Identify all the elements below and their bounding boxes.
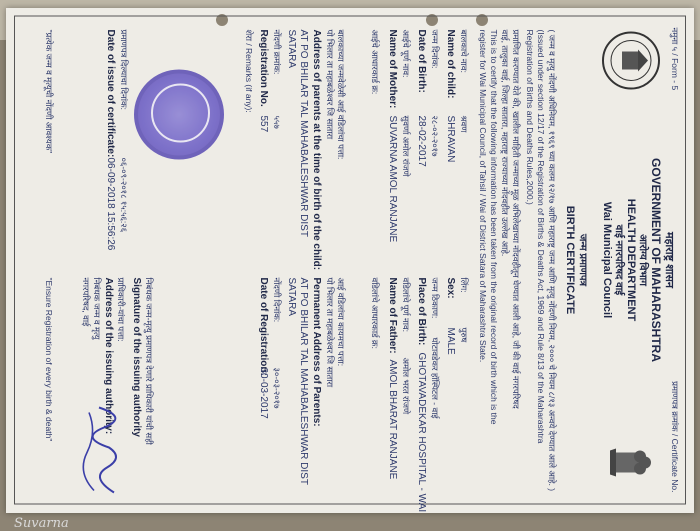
dob-value: 28-02-2017 (416, 115, 427, 167)
father-label-mr: वडिलांचे पूर्ण नाव: (401, 277, 411, 333)
reg-no-value: 557 (258, 115, 269, 133)
reg-date-label: Date of Registration: (258, 277, 269, 376)
title-english: BIRTH CERTIFICATE (564, 205, 576, 315)
council-marathi: वाई नगरपरिषद वाई (613, 224, 624, 296)
issued-under-english-2: Registration of Births and Deaths Rules,2000.) (525, 29, 535, 205)
child-name: SHRAVAN (445, 115, 456, 163)
reg-no-mr: ५५७ (272, 115, 282, 129)
authority-addr-1: निबंधक जन्म व मृत्यु (92, 277, 102, 340)
sex-value: MALE (445, 327, 456, 355)
certify-english-2: register for Wai Municipal Council, of Tahsil / Wai of District Satara of Maharashtra State. (478, 29, 488, 363)
issue-date-label: Date of issue of certificate: (105, 29, 116, 158)
sex-label: Sex: (445, 277, 456, 299)
birth-address-1: AT PO BHILAR TAL MAHABALESHWAR DIST (298, 29, 309, 237)
reg-date-label-mr: नोंदणी दिनांक: (272, 277, 282, 323)
certificate-paper (6, 8, 694, 531)
issue-date-mr: ०६-०९-२०१८ १५:५६:२६ (119, 157, 129, 233)
form-number: नमुना ५ / Form - 5 (670, 27, 680, 91)
remarks-label: शेरा / Remarks (if any): (244, 29, 254, 113)
perm-address-mr-1: आई वडिलांचा कायमचा पत्ता: (336, 277, 346, 367)
child-name-mr: श्रवण (459, 115, 469, 133)
perm-address-2: SATARA (286, 277, 297, 317)
perm-address-mr-2: पो भिलार ता महाबळेश्वर जि सातारा (325, 277, 335, 388)
rotated-certificate (6, 8, 694, 513)
perm-address-label: Permanent Address of Parents: (311, 277, 322, 427)
aadhaar-father-mr: वडिलांचे आधारकार्ड क्र: (370, 277, 380, 349)
reg-date-value: 30-03-2017 (258, 367, 269, 419)
dept-title: HEALTH DEPARTMENT (625, 198, 637, 322)
certify-marathi-1: प्रमाणित करण्यात येते की, खालील माहिती जन्माच्या मूळ अभिलेखाच्या नोंदवहीतून घेण्यात आली आहे, जी की वाई नगरपरिषद (511, 29, 521, 409)
footer-english: "Ensure Registration of every birth & death" (44, 277, 54, 442)
dob-mr: २८-०२-२०१७ (430, 115, 440, 157)
state-gov-marathi: महाराष्ट्र शासन (663, 232, 675, 288)
mother-mr: सुवर्णा अमोल रांजणे (401, 115, 411, 177)
pob-mr: घोटावडेकर हॉस्पिटल - वाई (430, 337, 440, 419)
perm-address-1: AT PO BHILAR TAL MAHABALESHWAR DIST (298, 277, 309, 485)
pob-label: Place of Birth: (416, 277, 427, 346)
reg-no-label-mr: नोंदणी क्रमांक: (272, 29, 282, 75)
authority-addr-label: Address of the issuing authority: (103, 277, 114, 435)
sex-mr: पुरुष (459, 327, 469, 343)
father-label: Name of Father: (387, 277, 398, 354)
child-name-label: Name of child: (445, 29, 456, 99)
issue-date-value: 06-09-2018 15:56:26 (105, 157, 116, 251)
certify-english-1: This is to certify that the following information has been taken from the original record of birth which is the (489, 29, 499, 425)
footer-marathi: "प्रत्येक जन्म व मृत्यूची नोंदणी आवश्यक" (44, 29, 54, 154)
authority-sign-mr: निबंधक जन्म-मृत्यु प्रमाणपत्र देणारे प्राधिकारी यांची सही (144, 277, 154, 445)
certificate-no-label: प्रमाणपत्र क्रमांक / Certificate No. (670, 381, 680, 493)
mother-value: SUVARNA AMOL RANJANE (387, 115, 398, 243)
issue-date-label-mr: प्रमाणपत्र दिल्याचा दिनांक: (119, 29, 129, 110)
issued-under-marathi: ( जन्म व मृत्यु नोंदणी अधिनियम, १९६९ च्या कलम १२/१७ आणि महाराष्ट्र जन्म आणि मृत्यु नोंदणी नियम, २००० चे नियम ८/१३ अन्वये देण्यात आले आहे. ) (547, 29, 557, 492)
aadhaar-mother-mr: आईचे आधारकार्ड क्र: (370, 29, 380, 95)
birth-address-mr-2: पो भिलार ता महाबळेश्वर जि सातारा (325, 29, 335, 140)
dob-label: Date of Birth: (416, 29, 427, 93)
child-name-label-mr: बालकाचे नाव: (459, 29, 469, 73)
reg-date-mr: ३०-०३-२०१७ (272, 367, 282, 409)
mother-label-mr: आईचे पूर्ण नाव: (401, 29, 411, 78)
pob-label-mr: जन्म ठिकाण: (430, 277, 440, 319)
birth-address-2: SATARA (286, 29, 297, 69)
official-stamp (134, 70, 224, 160)
birth-address-label: Address of parents at the time of birth of the child: (311, 29, 322, 271)
handwritten-signature (79, 403, 139, 498)
dob-label-mr: जन्म दिनांक: (430, 29, 440, 69)
state-gov-title: GOVERNMENT OF MAHARASHTRA (649, 158, 663, 362)
pob-value: GHOTAVADEKAR HOSPITAL - WAI (416, 352, 427, 513)
certify-marathi-2: वाई, तालुका वाई, जिल्हा सातारा, महाराष्ट्र राज्याच्या नोंदवहीत उल्लेख आहे. (500, 29, 510, 257)
father-value: AMOL BHARAT RANJANE (387, 359, 398, 480)
authority-sign-label: Signature of the issuing authority (131, 277, 142, 437)
reg-no-label: Registration No. (258, 29, 269, 107)
authority-addr-mr: प्राधिकारी-यांचा पत्ता: (116, 277, 126, 342)
father-mr: अमोल भरत रांजणे (401, 357, 411, 415)
sex-label-mr: लिंग: (459, 277, 469, 293)
dept-marathi: आरोग्य विभाग (637, 234, 648, 286)
issued-under-english-1: (Issued under section 12/17 of the Registration of Births & Deaths Act, 1969 and Rule 8/13 of the Maharashtra (536, 29, 546, 444)
authority-addr-2: नगरपरिषद, वाई (81, 277, 91, 327)
council-title: Wai Municipal Council (601, 201, 613, 319)
mother-label: Name of Mother: (387, 29, 398, 109)
watermark-text: Suvarna (14, 516, 69, 531)
title-marathi: जन्म प्रमाणपत्र (577, 233, 588, 287)
birth-address-mr-1: बालकाच्या जन्मवेळेसी आई वडिलांचा पत्ता: (336, 29, 346, 160)
